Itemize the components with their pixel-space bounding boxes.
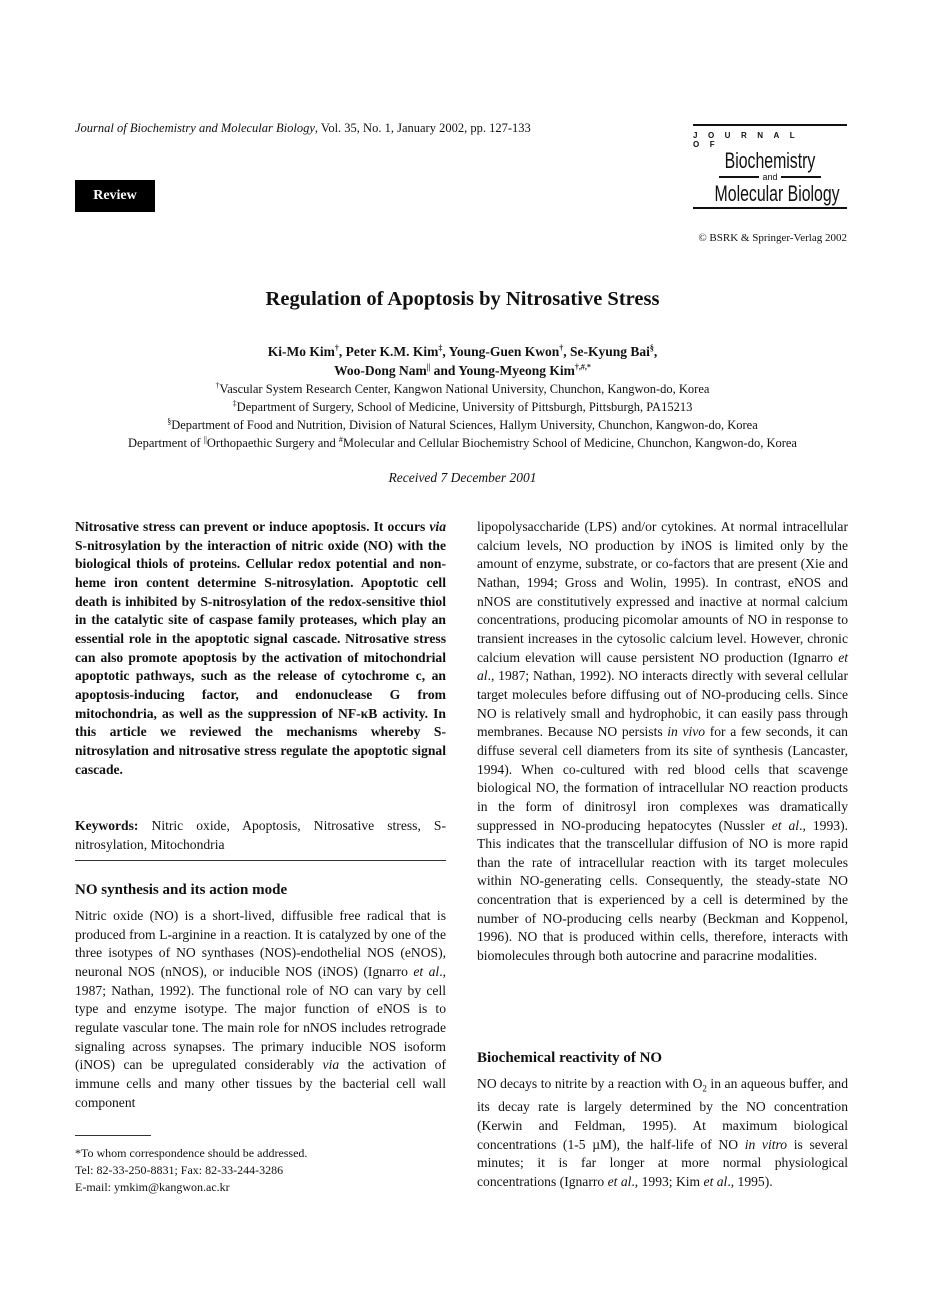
- review-badge: Review: [75, 180, 155, 212]
- paragraph: Nitric oxide (NO) is a short-lived, diffusible free radical that is produced from L-arginine in a reaction. It is catalyzed by one of the three isotypes of NO synthases (NOS)-endothelial NOS (eNOS), neuronal NOS (nNOS), or inducible NOS (iNOS) (Ignarro et al., 1987; Nathan, 1992). The functional role of NO can vary by cell type and enzyme isotype. The major function of eNOS is to regulate vascular tone. The main role for nNOS includes retrograde signaling across synapses. The primary inducible NOS isoform (iNOS) can be upregulated considerably via the activation of immune cells and many other tissues by the bacterial cell wall component: [75, 908, 446, 1110]
- section-heading: Biochemical reactivity of NO: [477, 1050, 663, 1066]
- journal-citation: [75, 121, 531, 136]
- paragraph: NO decays to nitrite by a reaction with $O_2$ in an aqueous buffer, and its decay rate is largely determined by the NO concentration (Kerwin and Feldman, 1995). At maximum biological concentrations (1-5 µM), the half-life of NO in vitro is several minutes; it is far longer at more normal physiological concentrations (Ignarro et al., 1993; Kim et al., 1995).: [477, 1076, 848, 1189]
- footnote-line: *To whom correspondence should be addressed.: [75, 1146, 308, 1160]
- keywords: Keywords: Nitric oxide, Apoptosis, Nitrosative stress, S-nitrosylation, Mitochondria: [75, 818, 446, 852]
- paper-title: Regulation of Apoptosis by Nitrosative Stress: [265, 288, 660, 310]
- authors: Ki-Mo Kim†, Peter K.M. Kim‡, Young-Guen Kwon†, Se-Kyung Bai§, Woo-Dong Nam|| and Young-Myeong Kim†,#,*: [267, 343, 658, 378]
- divider: [75, 860, 446, 861]
- abstract: Nitrosative stress can prevent or induce apoptosis. It occurs via S-nitrosylation by the interaction of nitric oxide (NO) with the biological thiols of proteins. Cellular redox potential and non-heme iron content determine S-nitrosylation. Apoptotic cell death is inhibited by S-nitrosylation of the redox-sensitive thiol in the catalytic site of caspase family proteases, which play an essential role in the apoptotic signal cascade. Nitrosative stress can also promote apoptosis by the activation of mitochondrial apoptotic pathways, such as the release of cytochrome c, an apoptosis-inducing factor, and endonuclease G from mitochondria, as well as the suppression of NF-κB activity. In this article we reviewed the mechanisms whereby S-nitrosylation and nitrosative stress regulate the apoptotic signal cascade.: [75, 519, 446, 777]
- logo-line2: Biochemistry: [724, 148, 816, 173]
- citation-details: , Vol. 35, No. 1, January 2002, pp. 127-133: [314, 121, 531, 135]
- logo-line1: JOURNAL OF: [693, 124, 847, 149]
- affiliation-1: †Vascular System Research Center, Kangwon National University, Chunchon, Kangwon-do, Korea: [215, 380, 710, 396]
- copyright: © BSRK & Springer-Verlag 2002: [698, 232, 847, 244]
- section-heading: NO synthesis and its action mode: [75, 882, 288, 898]
- paragraph: lipopolysaccharide (LPS) and/or cytokines. At normal intracellular calcium levels, NO production by iNOS is limited only by the amount of enzyme, substrate, or co-factors that are present (Xie and Nathan, 1994; Gross and Wolin, 1995). In contrast, eNOS and nNOS are constitutively expressed and inactive at normal calcium concentrations, producing picomolar amounts of NO in response to transient increases in the cytosolic calcium level. However, chronic calcium elevation will cause persistent NO production (Ignarro et al., 1987; Nathan, 1992). NO interacts directly with several cellular target molecules before diffusing out of NO-producing cells. Since NO is relatively small and hydrophobic, it can easily pass through membranes. Because NO persists in vivo for a few seconds, it can diffuse several cell diameters from its site of synthesis (Lancaster, 1994). When co-cultured with red blood cells that scavenge biological NO, the formation of intracellular NO reaction products in the form of dinitrosyl iron complexes was dramatically suppressed in NO-producing hepatocytes (Nussler et al., 1993). This indicates that the transcellular diffusion of NO is more rapid than the rate of intracellular reaction with its target molecules within NO-generating cells. Consequently, the steady-state NO concentration that is experienced by a cell is determined by the number of NO-producing cells nearby (Beckman and Koppenol, 1996). NO that is produced within cells, therefore, interacts with biomolecules through both autocrine and paracrine modalities.: [477, 519, 848, 964]
- journal-logo: [693, 124, 847, 209]
- footnote-line: E-mail: ymkim@kangwon.ac.kr: [75, 1180, 230, 1194]
- affiliation-4: Department of ||Orthopaethic Surgery and #Molecular and Cellular Biochemistry School of Medicine, Chunchon, Kangwon-do, Korea: [128, 434, 797, 450]
- affiliation-2: ‡Department of Surgery, School of Medicine, University of Pittsburgh, Pittsburgh, PA15213: [232, 398, 693, 414]
- footnote: [75, 1145, 446, 1196]
- journal-name: Journal of Biochemistry and Molecular Biology: [75, 121, 315, 135]
- footnote-rule: [75, 1135, 151, 1136]
- logo-line4: Molecular Biology: [714, 181, 840, 206]
- affiliation-3: §Department of Food and Nutrition, Division of Natural Sciences, Hallym University, Chunchon, Kangwon-do, Korea: [167, 416, 758, 432]
- logo-line3: and: [762, 172, 778, 182]
- received-date: Received 7 December 2001: [388, 470, 537, 485]
- footnote-line: Tel: 82-33-250-8831; Fax: 82-33-244-3286: [75, 1163, 284, 1177]
- affiliations: [0, 380, 925, 452]
